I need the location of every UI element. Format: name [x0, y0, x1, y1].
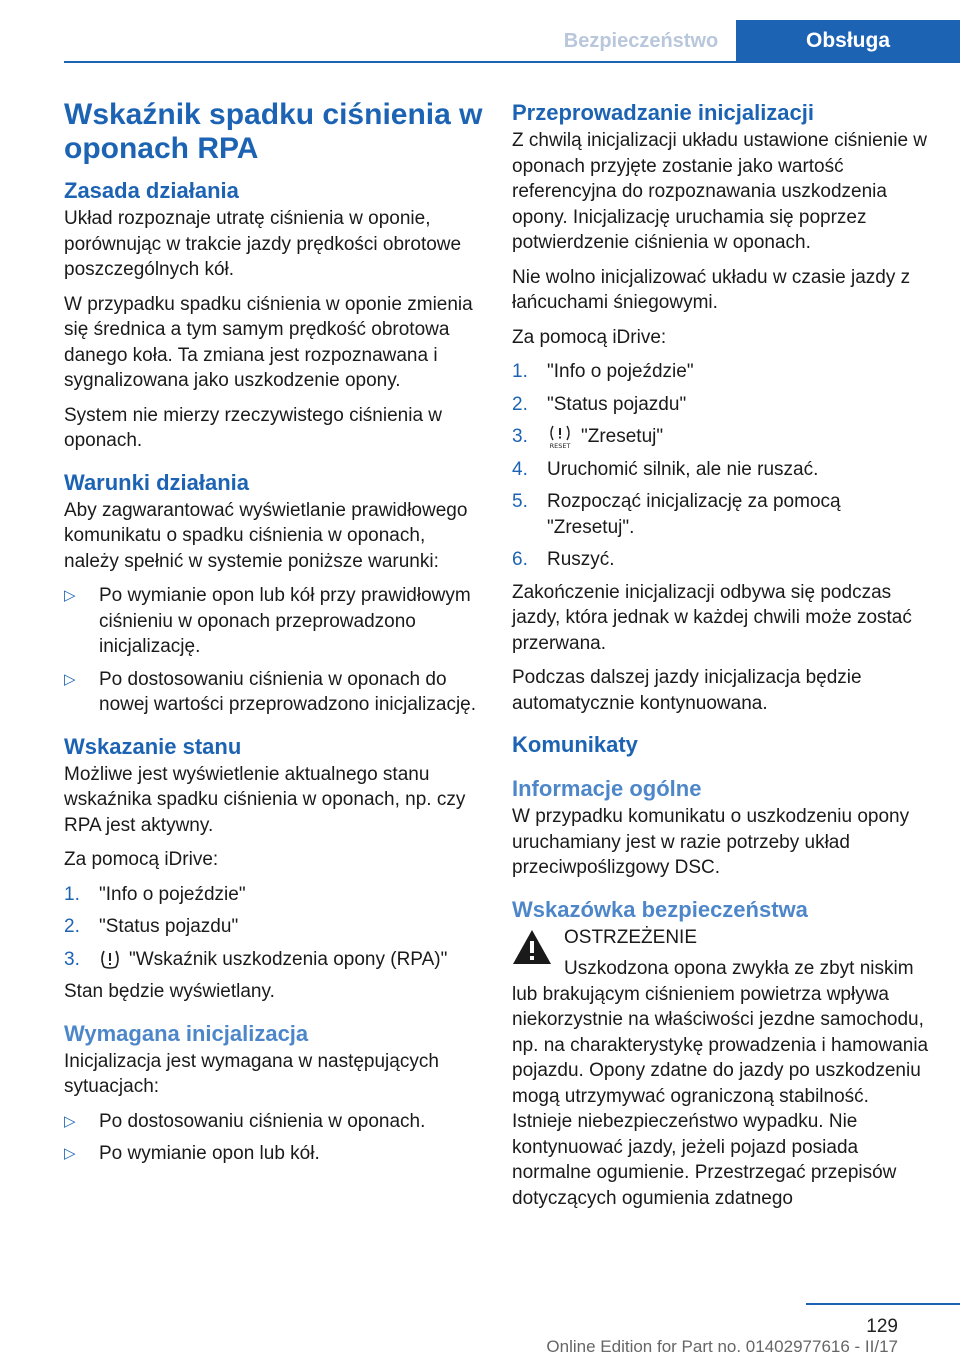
tab-bezpieczenstwo[interactable]: Bezpieczeństwo: [563, 29, 719, 52]
para: Układ rozpoznaje utratę ciśnienia w oponie, porównując w trakcie jazdy prędkości obrotowe poszczególnych kół.: [64, 208, 462, 280]
tire-warning-icon: [99, 949, 121, 969]
para: Z chwilą inicjalizacji układu ustawione ciśnienie w oponach przyjęte zostanie jako wartość referencyjna do rozpoznawania uszkodzenia opony. Inicjalizację uruchamia się poprzez potwierdzenie ciśnienia w oponach.: [512, 130, 928, 253]
warning-title: OSTRZEŻENIE: [564, 926, 698, 948]
heading-zasada: Zasada działania: [64, 178, 239, 203]
page-title: Wskaźnik spadku ciśnienia w oponach RPA: [64, 98, 483, 165]
right-column: [512, 98, 932, 1220]
svg-text:RESET: RESET: [549, 441, 571, 449]
para: Stan będzie wyświetlany.: [64, 981, 275, 1002]
para: Za pomocą iDrive:: [512, 326, 667, 348]
triangle-bullet-icon: ▷: [64, 670, 76, 688]
steps-list: [64, 882, 484, 973]
triangle-bullet-icon: ▷: [64, 1145, 76, 1162]
list-item: 1. "Info o pojeździe": [64, 883, 246, 905]
heading-wskazanie: Wskazanie stanu: [64, 733, 242, 759]
heading-wskazowka: Wskazówka bezpieczeństwa: [512, 896, 808, 922]
para: Aby zagwarantować wyświetlanie prawidłowego komunikatu o spadku ciśnienia w oponach, należy spełnić w systemie poniższe warunki:: [64, 499, 468, 572]
heading-wymagana: Wymagana inicjalizacja: [64, 1020, 309, 1046]
list-item: ▷ Po wymianie opon lub kół przy prawidłowym ciśnieniu w oponach przeprowadzono inicjalizację.: [64, 585, 471, 657]
para: Inicjalizacja jest wymagana w następujących sytuacjach:: [64, 1050, 439, 1097]
heading-informacje: Informacje ogólne: [512, 776, 702, 801]
header-rule: [64, 61, 960, 63]
list-item: ▷ Po dostosowaniu ciśnienia w oponach.: [64, 1109, 484, 1135]
para: System nie mierzy rzeczywistego ciśnienia w oponach.: [64, 404, 443, 451]
warning-triangle-icon: [512, 929, 552, 965]
list-item: 3. "Wskaźnik uszkodzenia opony (RPA)": [64, 948, 448, 970]
footer-rule: [806, 1303, 960, 1305]
bullet-list: [64, 583, 484, 718]
heading-warunki: Warunki działania: [64, 469, 250, 495]
heading-komunikaty: Komunikaty: [512, 732, 638, 757]
list-item: 1. "Info o pojeździe": [512, 361, 694, 382]
list-item: 6. Ruszyć.: [512, 549, 615, 570]
triangle-bullet-icon: ▷: [64, 587, 76, 604]
para: W przypadku spadku ciśnienia w oponie zmienia się średnica a tym samym prędkość obrotowa danego koła. Ta zmiana jest rozpoznawana i sygnalizowana jako uszkodzenie opony.: [64, 293, 473, 391]
list-item: 2. "Status pojazdu": [512, 393, 687, 415]
warning-box: [512, 925, 932, 1212]
triangle-bullet-icon: ▷: [64, 1112, 76, 1130]
para: Zakończenie inicjalizacji odbywa się podczas jazdy, która jednak w każdej chwili może zostać przerwana.: [512, 581, 912, 654]
edition-note: Online Edition for Part no. 01402977616 - II/17: [546, 1337, 898, 1356]
left-column: [64, 98, 484, 1174]
list-item: 2. "Status pojazdu": [64, 916, 239, 937]
para: Nie wolno inicjalizować układu w czasie jazdy z łańcuchami śniegowymi.: [512, 266, 911, 313]
bullet-list: [64, 1109, 484, 1167]
heading-przeprowadzanie: Przeprowadzanie inicjalizacji: [512, 100, 814, 125]
warning-text: Uszkodzona opona zwykła ze zbyt niskim lub brakującym ciśnieniem powietrza wpływa niekorzystnie na właściwości jezdne samochodu, np. na charakterystykę prowadzenia i hamowania pojazdu. Opony zdatne do jazdy po uszkodzeniu mogą utrzymywać ograniczoną stabilność. Istnieje niebezpieczeństwo wypadku. Nie kontynuować jazdy, jeżeli pojazd posiada normalne ogumienie. Przestrzegać przepisów dotyczących ogumienia zdatnego: [512, 958, 929, 1209]
list-item: 4. Uruchomić silnik, ale nie ruszać.: [512, 458, 819, 480]
reset-icon: [547, 425, 573, 449]
page-number: 129: [866, 1316, 898, 1337]
para: Podczas dalszej jazdy inicjalizacja będzie automatycznie kontynuowana.: [512, 667, 862, 714]
para: Możliwe jest wyświetlenie aktualnego stanu wskaźnika spadku ciśnienia w oponach, np. czy RPA jest aktywny.: [64, 763, 466, 836]
page-header: [546, 20, 960, 62]
list-item: ▷ Po dostosowaniu ciśnienia w oponach do nowej wartości przeprowadzono inicjalizację.: [64, 668, 477, 715]
para: W przypadku komunikatu o uszkodzeniu opony uruchamiany jest w razie potrzeby układ przeciwpoślizgowy DSC.: [512, 806, 910, 878]
list-item: ▷ Po wymianie opon lub kół.: [64, 1141, 484, 1167]
steps-list: [512, 359, 932, 573]
tab-obsluga[interactable]: Obsługa: [736, 20, 960, 62]
list-item: 3. RESET "Zresetuj": [512, 426, 664, 449]
list-item: 5. Rozpocząć inicjalizację za pomocą "Zresetuj".: [512, 491, 841, 538]
para: Za pomocą iDrive:: [64, 849, 219, 870]
